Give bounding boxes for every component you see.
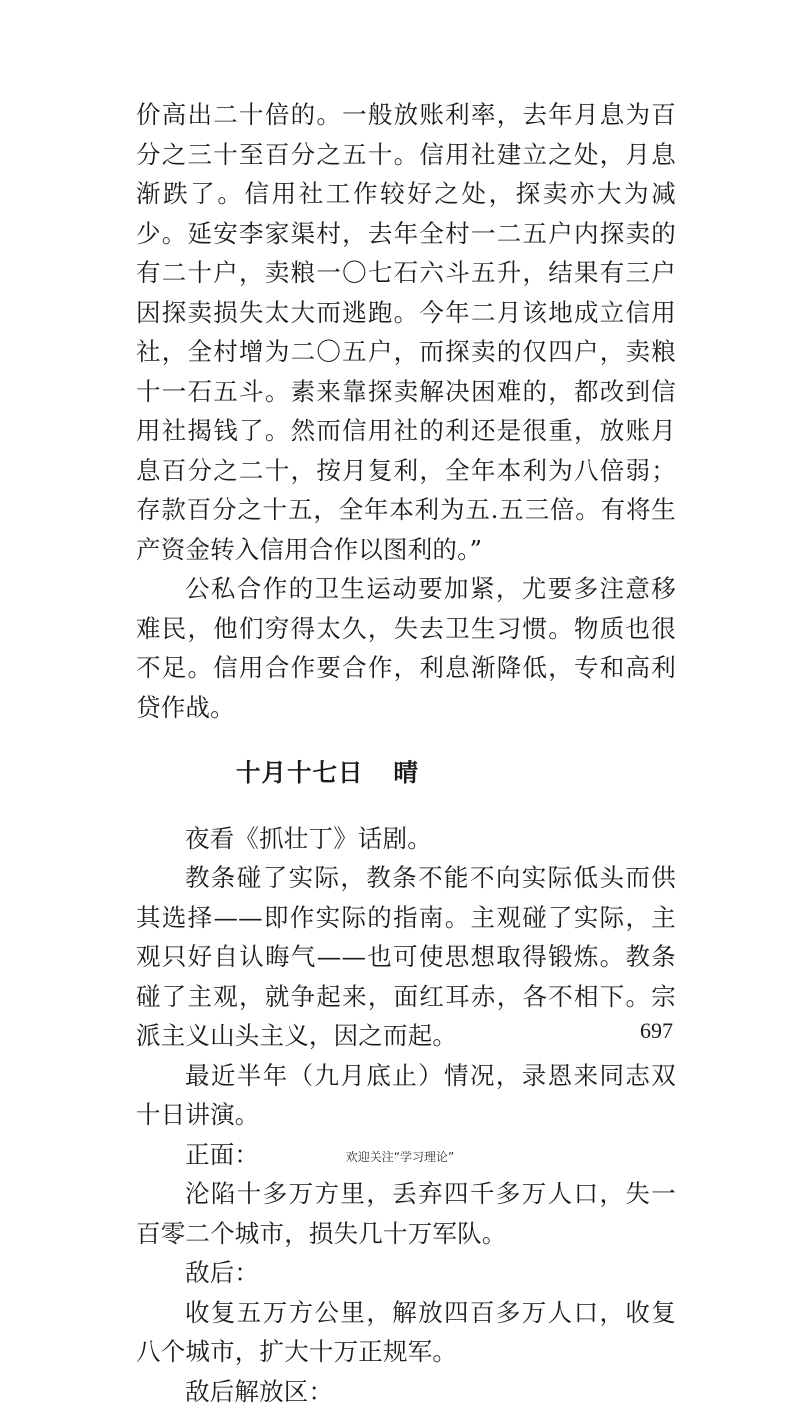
paragraph: 敌后： [136,1253,676,1293]
page-number: 697 [640,1018,673,1044]
entry-date: 十月十七日 [236,758,364,787]
paragraph: 价高出二十倍的。一般放账利率，去年月息为百分之三十至百分之五十。信用社建立之处，月息渐跌了。信用社工作较好之处，探卖亦大为减少。延安李家渠村，去年全村一二五户内探卖的有二十户，卖粮一〇七石六斗五升，结果有三户因探卖损失太大而逃跑。今年二月该地成立信用社，全村增为二〇五户，而探卖的仅四户，卖粮十一石五斗。素来靠探卖解决困难的，都改到信用社揭钱了。然而信用社的利还是很重，放账月息百分之二十，按月复利，全年本利为八倍弱；存款百分之十五，全年本利为五.五三倍。有将生产资金转入信用合作以图利的。” [136,95,676,569]
paragraph: 最近半年（九月底止）情况，录恩来同志双十日讲演。 [136,1056,676,1135]
footer-watermark: 欢迎关注“学习理论” [0,1148,800,1165]
paragraph: 沦陷十多万方里，丢弃四千多万人口，失一百零二个城市，损失几十万军队。 [136,1174,676,1253]
paragraph: 公私合作的卫生运动要加紧，尤要多注意移难民，他们穷得太久，失去卫生习惯。物质也很不足。信用合作要合作，利息渐降低，专和高利贷作战。 [136,569,676,727]
entry-weather: 晴 [394,758,420,787]
page-body [136,95,676,1411]
diary-entry-heading [136,753,676,793]
paragraph: 收复五万方公里，解放四百多万人口，收复八个城市，扩大十万正规军。 [136,1293,676,1372]
paragraph: 敌后解放区： [136,1372,676,1411]
paragraph: 夜看《抓壮丁》话剧。 [136,819,676,859]
paragraph: 教条碰了实际，教条不能不向实际低头而供其选择——即作实际的指南。主观碰了实际，主观只好自认晦气——也可使思想取得锻炼。教条碰了主观，就争起来，面红耳赤，各不相下。宗派主义山头主义，因之而起。 [136,858,676,1056]
paragraph: 正面： [136,1135,676,1175]
